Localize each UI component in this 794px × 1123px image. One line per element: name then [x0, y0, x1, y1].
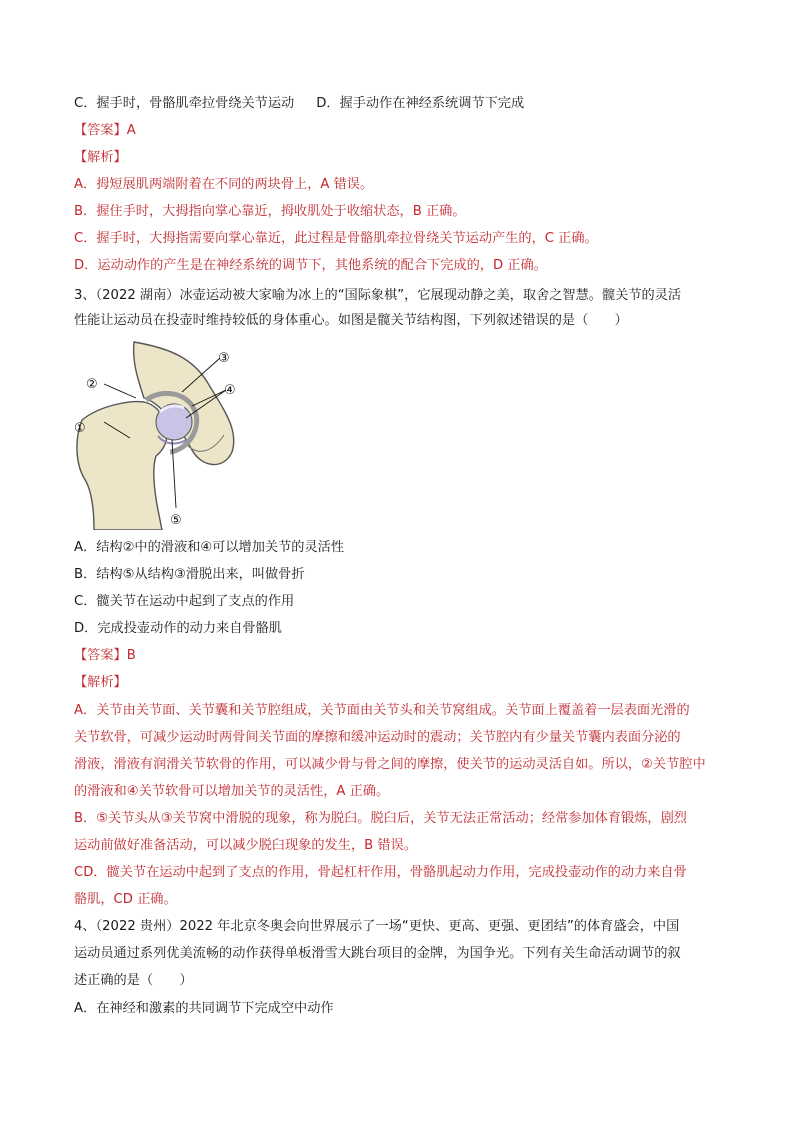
label-4: ④: [224, 383, 236, 398]
leader-line-2: [104, 384, 136, 398]
label-1: ①: [74, 421, 86, 436]
label-2: ②: [86, 377, 98, 392]
q3-analysis-cd-1: CD．髋关节在运动中起到了支点的作用，骨起杠杆作用，骨骼肌起动力作用，完成投壶动作的动力来自骨: [74, 865, 687, 880]
q3-analysis-label: 【解析】: [74, 675, 127, 690]
q4-stem-line-1: 4、（2022 贵州）2022 年北京冬奥会向世界展示了一场“更快、更高、更强、更团结”的体育盛会，中国: [74, 919, 680, 934]
q3-option-b: B．结构⑤从结构③滑脱出来，叫做骨折: [74, 567, 305, 582]
q3-analysis-b-1: B．⑤关节头从③关节窝中滑脱的现象，称为脱臼。脱臼后，关节无法正常活动；经常参加体育锻炼，剧烈: [74, 811, 687, 826]
q2-options-cd: [74, 94, 734, 114]
answer-label: 【答案】: [74, 123, 127, 138]
hip-joint-diagram: [74, 340, 244, 530]
q2-analysis-c: C．握手时，大拇指需要向掌心靠近，此过程是骨骼肌牵拉骨绕关节运动产生的，C 正确。: [74, 231, 598, 246]
q3-option-c: C．髋关节在运动中起到了支点的作用: [74, 594, 295, 609]
q3-option-d: D．完成投壶动作的动力来自骨骼肌: [74, 621, 282, 636]
hip-joint-figure: [74, 340, 244, 530]
q3-analysis-a-2: 关节软骨，可减少运动时两骨间关节面的摩擦和缓冲运动时的震动；关节腔内有少量关节囊内表面分泌的: [74, 730, 681, 745]
q2-option-d: D．握手动作在神经系统调节下完成: [316, 96, 525, 111]
q2-analysis-d: D．运动动作的产生是在神经系统的调节下，其他系统的配合下完成的，D 正确。: [74, 258, 547, 273]
q2-option-c: C．握手时，骨骼肌牵拉骨绕关节运动: [74, 96, 295, 111]
q2-answer: [74, 121, 734, 141]
q4-option-a: A．在神经和激素的共同调节下完成空中动作: [74, 1001, 334, 1016]
q3-analysis-a-3: 滑液，滑液有润滑关节软骨的作用，可以减少骨与骨之间的摩擦，使关节的运动灵活自如。所以，②关节腔中: [74, 757, 706, 772]
q3-stem-line-1: 3、（2022 湖南）冰壶运动被大家喻为冰上的“国际象棋”，它展现动静之美，取舍之智慧。髋关节的灵活: [74, 288, 682, 303]
q3-answer: [74, 646, 734, 666]
q2-analysis-label: 【解析】: [74, 150, 127, 165]
femur-bone: [77, 402, 167, 530]
q3-analysis-a-1: A．关节由关节面、关节囊和关节腔组成，关节面由关节头和关节窝组成。关节面上覆盖着一层表面光滑的: [74, 703, 690, 718]
q2-analysis-b: B．握住手时，大拇指向掌心靠近，拇收肌处于收缩状态，B 正确。: [74, 204, 466, 219]
q3-stem-line-2: 性能让运动员在投壶时维持较低的身体重心。如图是髋关节结构图，下列叙述错误的是（ ）: [74, 313, 628, 328]
q4-stem-line-2: 运动员通过系列优美流畅的动作获得单板滑雪大跳台项目的金牌，为国争光。下列有关生命活动调节的叙: [74, 946, 681, 961]
q3-analysis-a-4: 的滑液和④关节软骨可以增加关节的灵活性，A 正确。: [74, 784, 390, 799]
answer-label: 【答案】: [74, 648, 127, 663]
label-3: ③: [218, 351, 230, 366]
q4-stem-line-3: 述正确的是（ ）: [74, 973, 193, 988]
answer-value: B: [126, 648, 136, 663]
label-5: ⑤: [170, 513, 182, 528]
q3-analysis-b-2: 运动前做好准备活动，可以减少脱臼现象的发生，B 错误。: [74, 838, 417, 853]
answer-value: A: [126, 123, 136, 138]
q2-analysis-a: A．拇短展肌两端附着在不同的两块骨上，A 错误。: [74, 177, 374, 192]
q3-option-a: A．结构②中的滑液和④可以增加关节的灵活性: [74, 540, 345, 555]
q3-analysis-cd-2: 骼肌，CD 正确。: [74, 892, 177, 907]
